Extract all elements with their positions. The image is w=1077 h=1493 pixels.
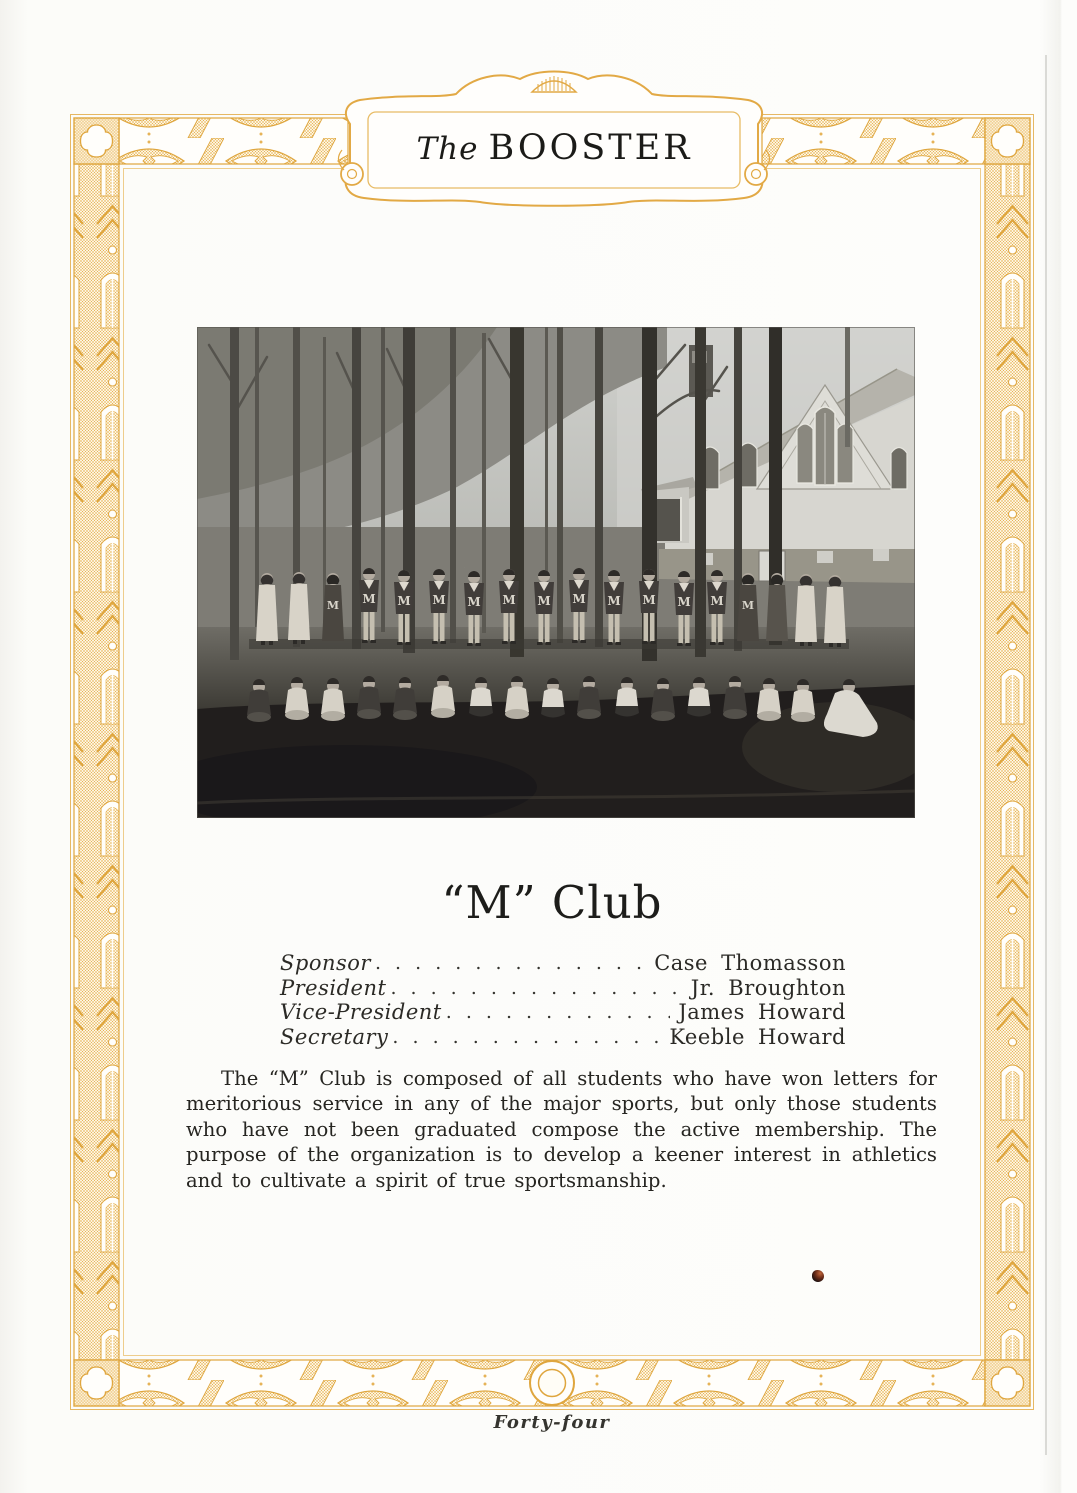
officer-row [280, 951, 846, 976]
officer-role: Secretary [280, 1024, 389, 1049]
officer-role: Vice-President [280, 1000, 442, 1025]
header-booster: BOOSTER [488, 128, 693, 168]
officer-name: Jr. Broughton [690, 975, 846, 1000]
dot-leader [375, 952, 646, 974]
officer-role: President [280, 975, 387, 1000]
officer-name: Keeble Howard [669, 1024, 846, 1049]
officer-role: Sponsor [280, 951, 371, 975]
officers-list [280, 951, 846, 1049]
m-club-group-photo [197, 327, 915, 818]
bottom-medallion-icon [530, 1361, 574, 1405]
officer-name: Case Thomasson [654, 951, 846, 975]
officer-name: James Howard [678, 1000, 846, 1025]
header-the: The [416, 131, 479, 167]
club-description: The “M” Club is composed of all students who have won letters for meritorious service in any of the major sports, but only those students who have not been graduated compose the active membership. The purpose of the organization is to develop a keener interest in athletics and to cultivate a spirit of true sportsmanship. [186, 1067, 937, 1192]
officer-row [280, 1025, 846, 1050]
officer-row [280, 1000, 846, 1025]
page-header-title [337, 124, 772, 172]
club-title: “M” Club [441, 876, 663, 929]
dot-leader [392, 1026, 661, 1048]
ink-blot [812, 1270, 824, 1282]
photograph [197, 327, 915, 818]
officer-row [280, 976, 846, 1001]
page-number: Forty-four [493, 1412, 611, 1433]
dot-leader [446, 1001, 671, 1023]
scan-edge-line [1045, 55, 1047, 1455]
dot-leader [390, 977, 682, 999]
